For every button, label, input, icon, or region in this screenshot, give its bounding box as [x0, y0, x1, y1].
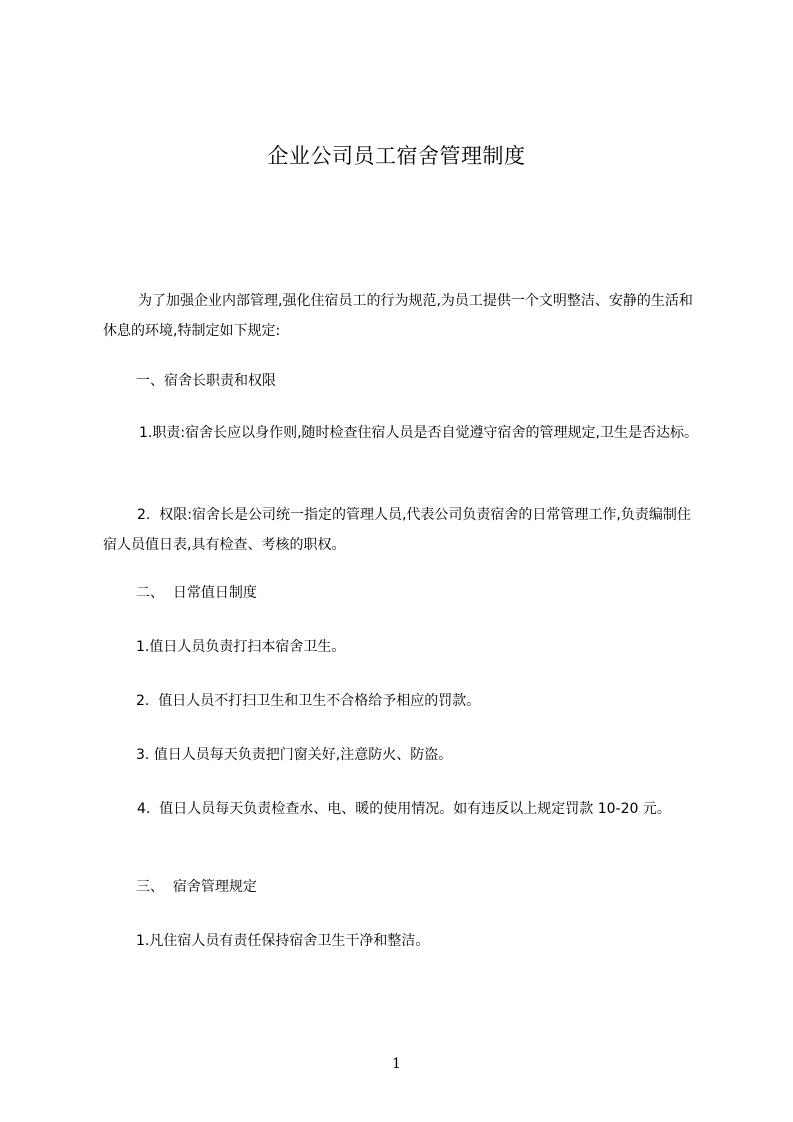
document-title: 企业公司员工宿舍管理制度	[267, 144, 526, 168]
section-2-item-4: 4. 值日人员每天负责检查水、电、暖的使用情况。如有违反以上规定罚款 10-20 元。	[137, 801, 671, 817]
section-2-item-3: 3. 值日人员每天负责把门窗关好,注意防火、防盗。	[136, 747, 453, 763]
section-3-heading: 三、 宿舍管理规定	[136, 879, 257, 895]
section-2-heading: 二、 日常值日制度	[136, 585, 257, 601]
section-2-item-1: 1.值日人员负责打扫本宿舍卫生。	[136, 639, 346, 655]
section-2-item-2: 2. 值日人员不打扫卫生和卫生不合格给予相应的罚款。	[136, 693, 481, 709]
section-1-item-2: 2. 权限:宿舍长是公司统一指定的管理人员,代表公司负责宿舍的日常管理工作,负责编制住宿人员值日表,具有检查、考核的职权。	[103, 507, 691, 553]
section-1-heading: 一、宿舍长职责和权限	[136, 373, 276, 389]
intro-paragraph: 为了加强企业内部管理,强化住宿员工的行为规范,为员工提供一个文明整洁、安静的生活和休息的环境,特制定如下规定:	[103, 293, 693, 339]
section-1-item-1: 1.职责:宿舍长应以身作则,随时检查住宿人员是否自觉遵守宿舍的管理规定,卫生是否达标。	[139, 425, 698, 441]
section-3-item-1: 1.凡住宿人员有责任保持宿舍卫生干净和整洁。	[136, 933, 430, 949]
page-number: 1	[392, 1056, 401, 1072]
